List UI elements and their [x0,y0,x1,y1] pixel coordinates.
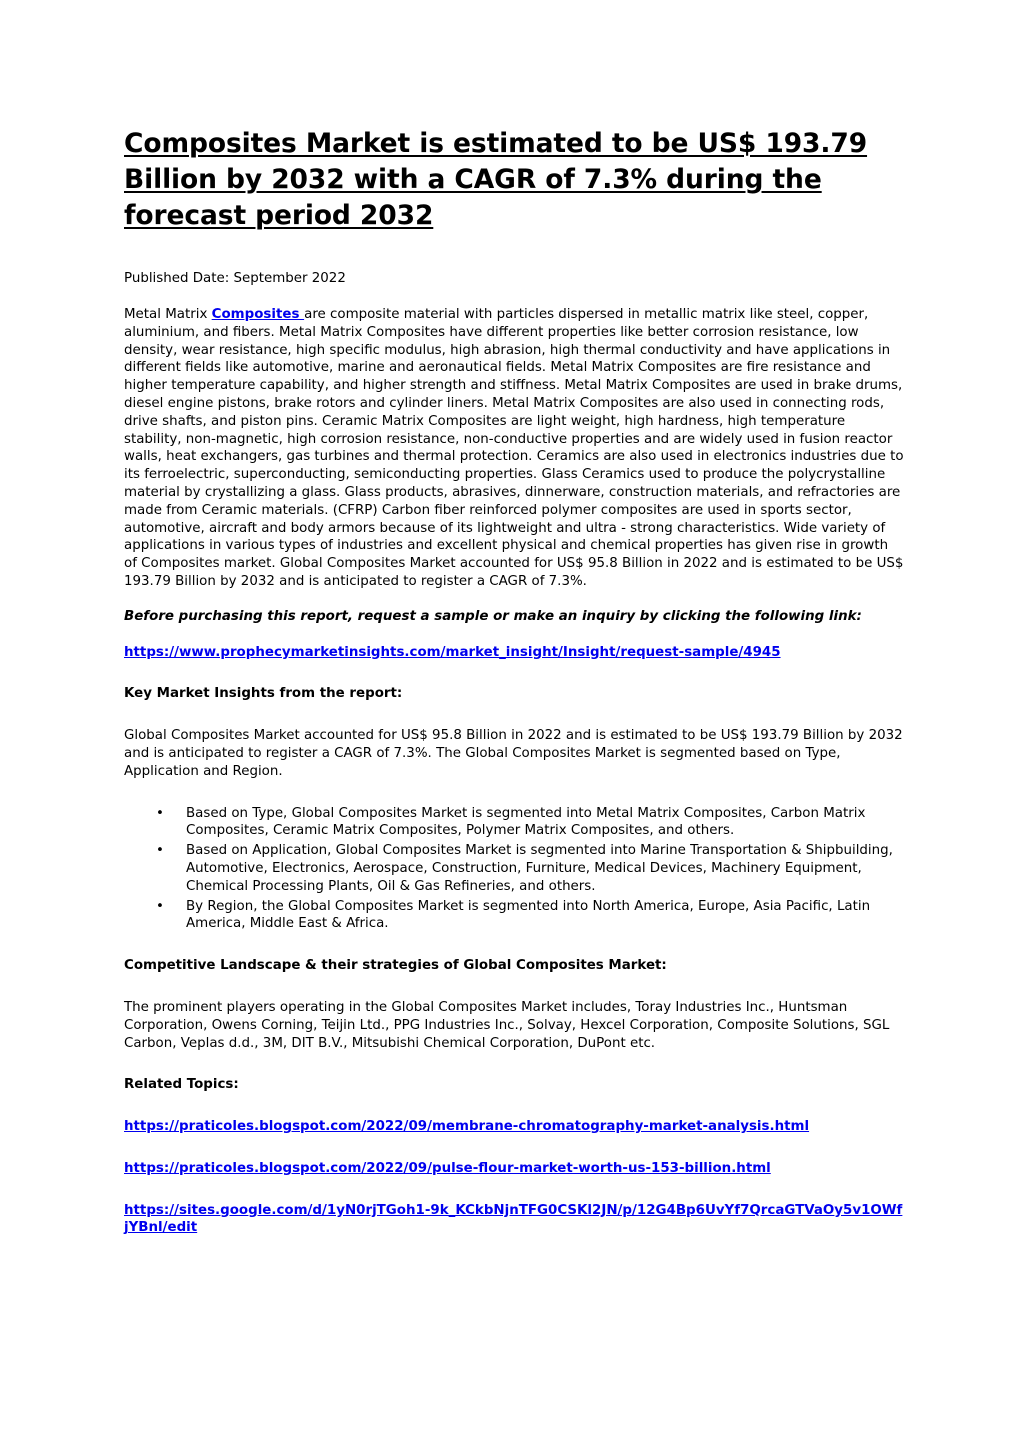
intro-paragraph [124,306,904,591]
bullet-icon: • [156,843,164,859]
list-item [156,805,904,841]
related-link-pulse-flour[interactable]: https://praticoles.blogspot.com/2022/09/pulse-flour-market-worth-us-153-billion.html [124,1160,771,1176]
segmentation-list [124,805,904,934]
bullet-icon: • [156,805,164,821]
list-item-text: Based on Application, Global Composites Market is segmented into Marine Transportation & Shipbuilding, Automotive, Electronics, Aerospace, Construction, Furniture, Medical Devices, Machinery Equipment, Chemical Processing Plants, Oil & Gas Refineries, and others. [186,843,893,894]
list-item [156,842,904,895]
bullet-icon: • [156,898,164,914]
list-item [156,898,904,934]
key-insights-paragraph: Global Composites Market accounted for US$ 95.8 Billion in 2022 and is estimated to be US$ 193.79 Billion by 2032 and is anticipated to register a CAGR of 7.3%. The Global Composites Market is segmented based on Type, Application and Region. [124,728,903,779]
competitive-landscape-paragraph: The prominent players operating in the Global Composites Market includes, Toray Industries Inc., Huntsman Corporation, Owens Corning, Teijin Ltd., PPG Industries Inc., Solvay, Hexcel Corporation, Composite Solutions, SGL Carbon, Veplas d.d., 3M, DIT B.V., Mitsubishi Chemical Corporation, DuPont etc. [124,999,890,1051]
related-topics-heading: Related Topics: [124,1077,239,1093]
key-insights-heading: Key Market Insights from the report: [124,686,403,702]
related-link-google-sites[interactable]: https://sites.google.com/d/1yN0rjTGoh1-9k_KCkbNjnTFG0CSKl2JN/p/12G4Bp6UvYf7QrcaGTVaOy5v1OWfjYBnl/edit [124,1202,903,1236]
related-link-membrane-chromatography[interactable]: https://praticoles.blogspot.com/2022/09/membrane-chromatography-market-analysis.html [124,1119,810,1135]
list-item-text: By Region, the Global Composites Market is segmented into North America, Europe, Asia Pacific, Latin America, Middle East & Africa. [186,898,871,932]
sample-request-link[interactable]: https://www.prophecymarketinsights.com/market_insight/Insight/request-sample/4945 [124,644,781,660]
sample-request-prompt: Before purchasing this report, request a sample or make an inquiry by clicking the following link: [124,608,862,624]
article-title: Composites Market is estimated to be US$ 193.79 Billion by 2032 with a CAGR of 7.3% during the forecast period 2032 [124,128,868,231]
intro-body: are composite material with particles dispersed in metallic matrix like steel, copper, aluminium, and fibers. Metal Matrix Composites have different properties like better corrosion resistance, low density, wear resistance, high specific modulus, high abrasion, high thermal conductivity and have applications in different fields like automotive, marine and aeronautical fields. Metal Matrix Composites are fire resistance and higher temperature capability, and higher strength and stiffness. Metal Matrix Composites are used in brake drums, diesel engine pistons, brake rotors and cylinder liners. Metal Matrix Composites are also used in connecting rods, drive shafts, and piston pins. Ceramic Matrix Composites are light weight, high hardness, high temperature stability, non-magnetic, high corrosion resistance, non-conductive properties and are widely used in fusion reactor walls, heat exchangers, gas turbines and thermal protection. Ceramics are also used in electronics industries due to its ferroelectric, superconducting, semiconducting properties. Glass Ceramics used to produce the polycrystalline material by crystallizing a glass. Glass products, abrasives, dinnerware, construction materials, and refractories are made from Ceramic materials. (CFRP) Carbon fiber reinforced polymer composites are used in sports sector, automotive, aircraft and body armors because of its lightweight and ultra - strong characteristics. Wide variety of applications in various types of industries and excellent physical and chemical properties has given rise in growth of Composites market. Global Composites Market accounted for US$ 95.8 Billion in 2022 and is estimated to be US$ 193.79 Billion by 2032 and is anticipated to register a CAGR of 7.3%. [124,307,904,589]
intro-prefix: Metal Matrix [124,307,212,322]
list-item-text: Based on Type, Global Composites Market is segmented into Metal Matrix Composites, Carbon Matrix Composites, Ceramic Matrix Composites, Polymer Matrix Composites, and others. [186,805,866,839]
composites-link[interactable]: Composites [211,307,305,322]
competitive-landscape-heading: Competitive Landscape & their strategies of Global Composites Market: [124,958,667,974]
document-page [124,126,904,1237]
published-date: Published Date: September 2022 [124,271,346,286]
